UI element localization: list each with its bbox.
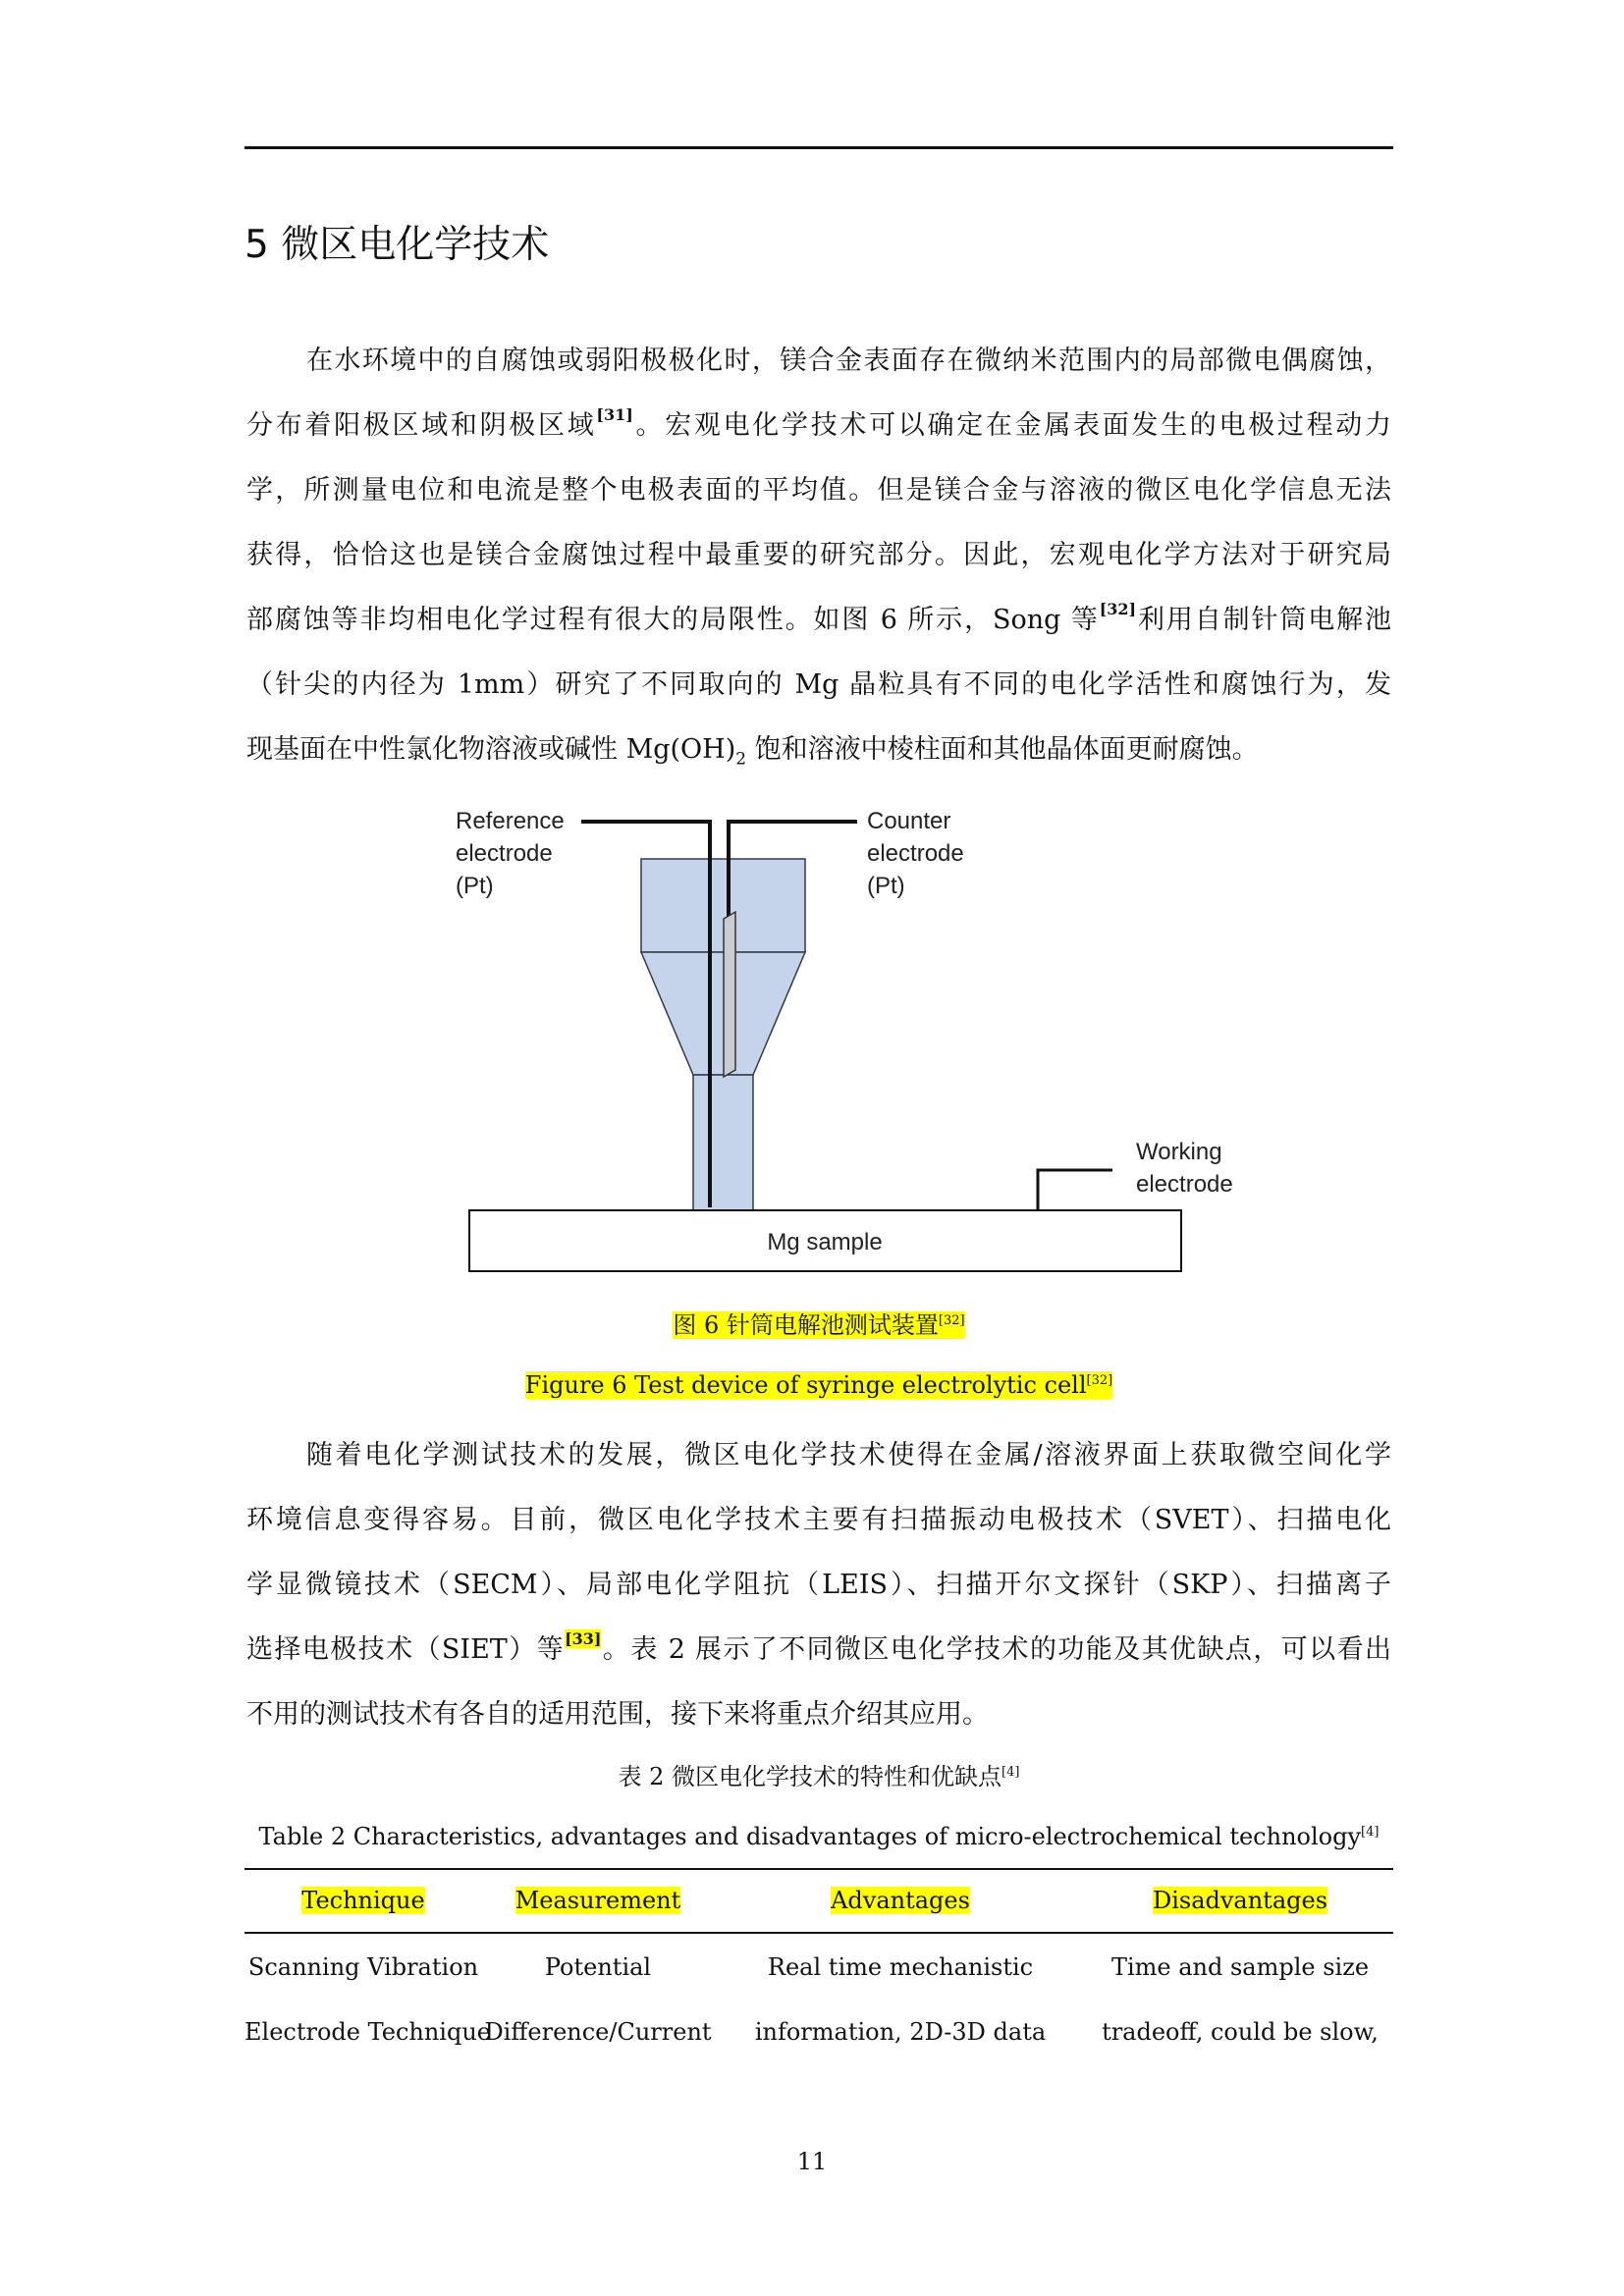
table-header-rule <box>244 1932 1393 1934</box>
citation-33: [33] <box>565 1629 602 1648</box>
table-cell: information, 2D-3D data <box>754 2018 1047 2046</box>
paragraph-2-line-2: 环境信息变得容易。目前，微区电化学技术主要有扫描振动电极技术（SVET）、扫描电化 <box>246 1505 1391 1535</box>
header-rule <box>244 146 1393 149</box>
working-electrode-label: Working electrode <box>1136 1139 1233 1198</box>
table-caption-cn: 表 2 微区电化学技术的特性和优缺点[4] <box>618 1763 1020 1790</box>
paragraph-2-line-1: 随着电化学测试技术的发展，微区电化学技术使得在金属/溶液界面上获取微空间化学 <box>306 1440 1391 1470</box>
table-header-technique: Technique <box>301 1887 425 1914</box>
paragraph-2-line-4: 选择电极技术（SIET）等[33]。表 2 展示了不同微区电化学技术的功能及其优缺点，可以看出 <box>246 1629 1391 1665</box>
mg-sample-label: Mg sample <box>767 1229 883 1255</box>
subscript-2: 2 <box>735 749 747 770</box>
table-header-advantages: Advantages <box>831 1887 970 1914</box>
figure-caption-cn: 图 6 针筒电解池测试装置[32] <box>673 1311 965 1339</box>
table-top-rule <box>244 1868 1393 1870</box>
paragraph-2-line-3: 学显微镜技术（SECM）、局部电化学阻抗（LEIS）、扫描开尔文探针（SKP）、扫描离子 <box>246 1570 1391 1600</box>
counter-electrode-plate <box>724 912 735 1077</box>
citation-32: [32] <box>1099 600 1137 618</box>
paragraph-1-line-3: 学，所测量电位和电流是整个电极表面的平均值。但是镁合金与溶液的微区电化学信息无法 <box>246 475 1391 506</box>
paragraph-1-line-1: 在水环境中的自腐蚀或弱阳极极化时，镁合金表面存在微纳米范围内的局部微电偶腐蚀， <box>306 346 1391 376</box>
paragraph-1-line-5: 部腐蚀等非均相电化学过程有很大的局限性。如图 6 所示，Song 等[32]利用自制针筒电解池 <box>246 600 1391 635</box>
table-cell: Potential <box>544 1953 652 1981</box>
table-cell: tradeoff, could be slow, <box>1102 2018 1379 2046</box>
page-number: 11 <box>796 2148 828 2175</box>
table-header-measurement: Measurement <box>514 1887 681 1914</box>
figure-caption-en: Figure 6 Test device of syringe electrolytic cell[32] <box>524 1371 1113 1399</box>
syringe-needle <box>693 1075 753 1210</box>
citation-31: [31] <box>596 405 633 424</box>
table-cell: Scanning Vibration <box>247 1953 479 1981</box>
table-cell: Time and sample size <box>1110 1953 1370 1981</box>
table-caption-en: Table 2 Characteristics, advantages and disadvantages of micro-electrochemical technology[4] <box>258 1823 1380 1850</box>
reference-electrode-label: Reference electrode (Pt) <box>456 808 565 899</box>
table-cell: Difference/Current <box>484 2018 712 2046</box>
syringe-cell-diagram <box>432 797 1257 1288</box>
table-cell: Real time mechanistic <box>767 1953 1034 1981</box>
paragraph-2-line-5: 不用的测试技术有各自的适用范围，接下来将重点介绍其应用。 <box>246 1699 989 1730</box>
paragraph-1-line-7: 现基面在中性氯化物溶液或碱性 $Mg(OH)_2$ 饱和溶液中棱柱面和其他晶体面更耐腐蚀。 <box>246 734 1259 770</box>
counter-electrode-label: Counter electrode (Pt) <box>867 808 964 899</box>
section-heading: 5 微区电化学技术 <box>244 223 550 267</box>
paragraph-1-line-6: （针尖的内径为 1mm）研究了不同取向的 Mg 晶粒具有不同的电化学活性和腐蚀行为，发 <box>246 669 1391 700</box>
paragraph-1-line-4: 获得，恰恰这也是镁合金腐蚀过程中最重要的研究部分。因此，宏观电化学方法对于研究局 <box>246 540 1391 570</box>
paragraph-1-line-2: 分布着阳极区域和阴极区域[31]。宏观电化学技术可以确定在金属表面发生的电极过程动力 <box>246 405 1392 441</box>
table-cell: Electrode Technique <box>244 2018 492 2046</box>
working-electrode-wire <box>1038 1170 1112 1209</box>
table-header-disadvantages: Disadvantages <box>1152 1887 1328 1914</box>
